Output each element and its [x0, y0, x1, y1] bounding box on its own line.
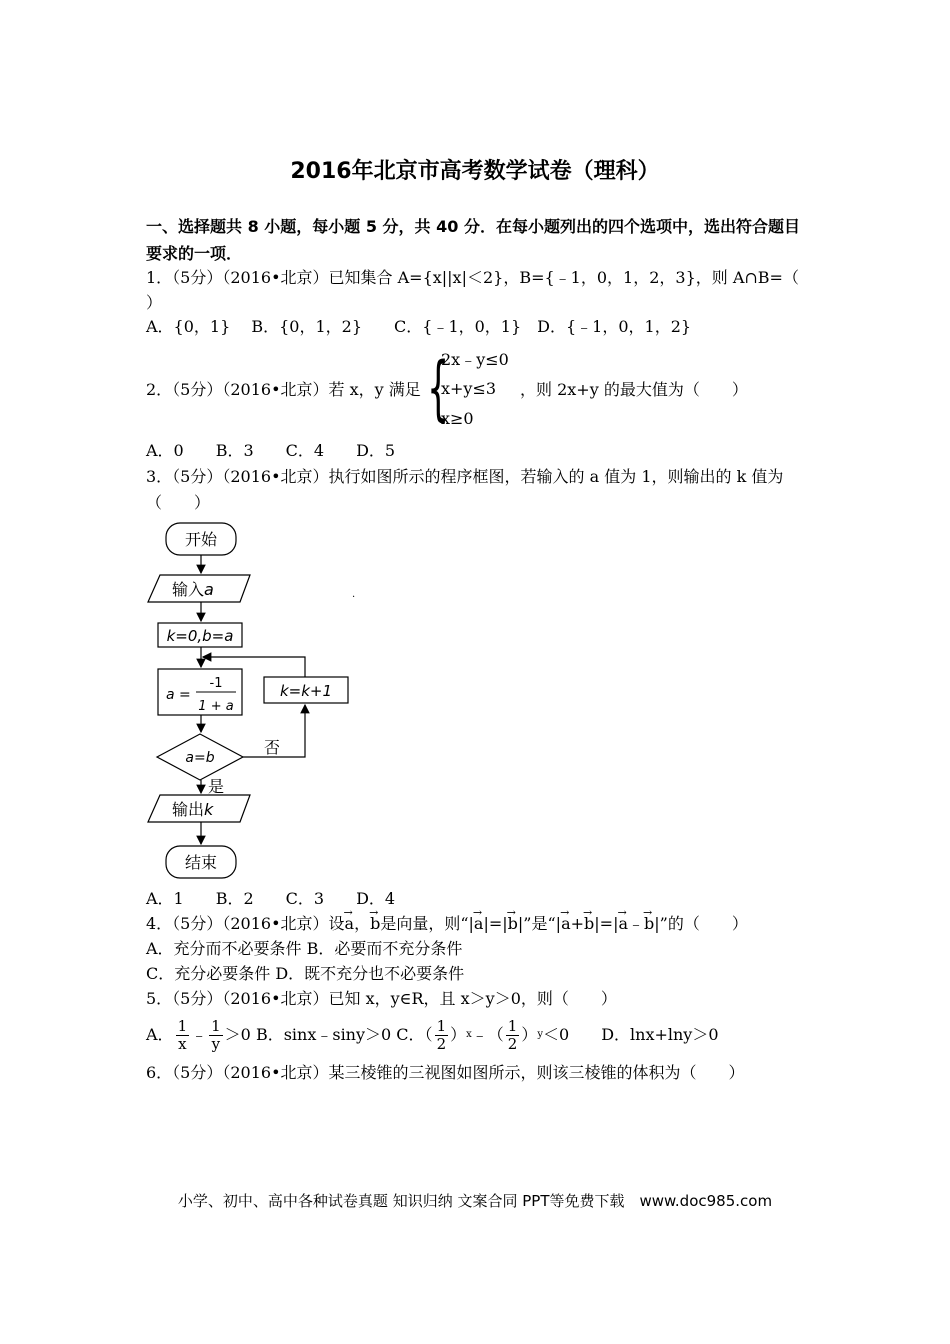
vector-b: → b [370, 914, 380, 934]
q2-constraint-system [427, 345, 527, 431]
fraction-1-over-y [209, 1018, 223, 1053]
q5-C-tail: ＜0 D．lnx+lny＞0 [543, 1025, 719, 1044]
q5-minus-2: ﹣ [471, 1025, 488, 1044]
flow-end-label: 结束 [184, 853, 218, 872]
q1-options: A．{0，1} B．{0，1，2} C．{﹣1，0，1} D．{﹣1，0，1，2} [146, 317, 692, 336]
flow-input-text: 输入 [172, 580, 205, 599]
vector-b-2: → b [508, 914, 518, 934]
q5-stem: 5．（5分）（2016•北京）已知 x，y∈R，且 x＞y＞0，则（ ） [146, 989, 617, 1008]
q2-stem-prefix: 2．（5分）（2016•北京）若 x，y 满足 [146, 380, 421, 399]
frac-den: 2 [507, 1035, 518, 1053]
frac-den: 2 [436, 1035, 447, 1053]
q4-minus: ﹣ [628, 914, 645, 933]
q5-lp: （ [424, 1025, 433, 1044]
frac-den: x [178, 1035, 187, 1053]
flow-output-var: k [204, 800, 214, 819]
flowchart [140, 515, 360, 885]
flow-input-var: a [204, 580, 214, 599]
vector-a-4: → a [618, 914, 628, 934]
flow-output-text: 输出 [172, 800, 205, 819]
q4-end: |”的（ ） [654, 914, 748, 933]
vector-b-4: → b [644, 914, 654, 934]
flow-output-label [172, 800, 214, 819]
q2-constraint-1: 2x﹣y≤0 [441, 350, 509, 369]
q2-stem-suffix: ，则 2x+y 的最大值为（ ） [520, 380, 748, 399]
q1-stem-cont: ） [146, 293, 163, 312]
q3-stem-cont: （ ） [146, 493, 211, 512]
q3-options: A．1 B．2 C．3 D．4 [146, 889, 396, 908]
frac-num: 1 [211, 1017, 221, 1035]
brace-icon: { [427, 347, 450, 429]
flow-incr-label: k=k+1 [279, 682, 333, 700]
vector-b-3: → b [584, 914, 594, 934]
q4-prefix: 4．（5分）（2016•北京）设 [146, 914, 345, 933]
q4-mid2: |”是“| [517, 914, 562, 933]
flow-input-label [172, 580, 214, 599]
q4-plus: + [570, 914, 585, 933]
fraction-1-over-x [176, 1018, 190, 1053]
page-title: 2016年北京市高考数学试卷（理科） [290, 159, 660, 184]
q2-constraint-3: x≥0 [441, 409, 474, 428]
q4-mid1: 是向量，则“| [380, 914, 474, 933]
section-heading-cont: 要求的一项． [146, 244, 243, 263]
q4-stem [146, 914, 748, 934]
q1-stem: 1．（5分）（2016•北京）已知集合 A={x||x|＜2}，B={﹣1，0，1，2，3}，则 A∩B=（ [146, 268, 799, 287]
q5-A-tail: ＞0 B．sinx﹣siny＞0 C． [224, 1025, 425, 1044]
frac-num: 1 [177, 1017, 188, 1035]
q6-stem: 6．（5分）（2016•北京）某三棱锥的三视图如图所示，则该三棱锥的体积为（ ） [146, 1063, 745, 1082]
flow-assign-den: 1 + a [198, 699, 234, 714]
flow-yes-label: 是 [208, 777, 225, 796]
frac-den: y [211, 1035, 221, 1053]
q4-eq1: |=| [483, 914, 508, 933]
fraction-half-2 [506, 1018, 520, 1053]
vector-a: → a [345, 914, 355, 934]
section-heading: 一、选择题共 8 小题，每小题 5 分，共 40 分．在每小题列出的四个选项中，选出符合题目 [146, 217, 800, 236]
sup-y: y [537, 1029, 544, 1040]
q5-minus: ﹣ [191, 1025, 208, 1044]
q5-rp-2: ） [521, 1025, 538, 1044]
flow-start-label: 开始 [184, 530, 218, 549]
q4-eq2: |=| [594, 914, 619, 933]
q4-comma: ， [354, 914, 371, 933]
q2-constraint-2: x+y≤3 [441, 379, 497, 398]
flow-init-label: k=0,b=a [166, 627, 234, 645]
fraction-half [435, 1018, 449, 1053]
footer-text: 小学、初中、高中各种试卷真题 知识归纳 文案合同 PPT等免费下载 www.doc985.com [177, 1192, 773, 1210]
flow-assign-num: -1 [209, 676, 223, 691]
q3-stem: 3．（5分）（2016•北京）执行如图所示的程序框图，若输入的 a 值为 1，则输出的 k 值为 [146, 467, 784, 486]
frac-num: 1 [436, 1017, 447, 1035]
frac-num: 1 [507, 1017, 518, 1035]
q5-options [146, 1015, 719, 1055]
q5-lp-2: （ [487, 1025, 504, 1044]
stray-dot: . [352, 589, 356, 600]
q5-A-label: A． [146, 1025, 174, 1044]
flow-no-label: 否 [264, 738, 281, 757]
flow-cond-label: a=b [185, 750, 215, 766]
q4-options-ab: A．充分而不必要条件 B．必要而不充分条件 [146, 939, 463, 958]
vector-a-2: → a [474, 914, 484, 934]
q4-options-cd: C．充分必要条件 D．既不充分也不必要条件 [146, 964, 465, 983]
sup-x: x [466, 1029, 472, 1040]
q2-options: A．0 B．3 C．4 D．5 [146, 441, 396, 460]
q5-rp: ） [450, 1025, 467, 1044]
vector-a-3: → a [561, 914, 571, 934]
flow-assign-lhs: a = [166, 687, 191, 703]
